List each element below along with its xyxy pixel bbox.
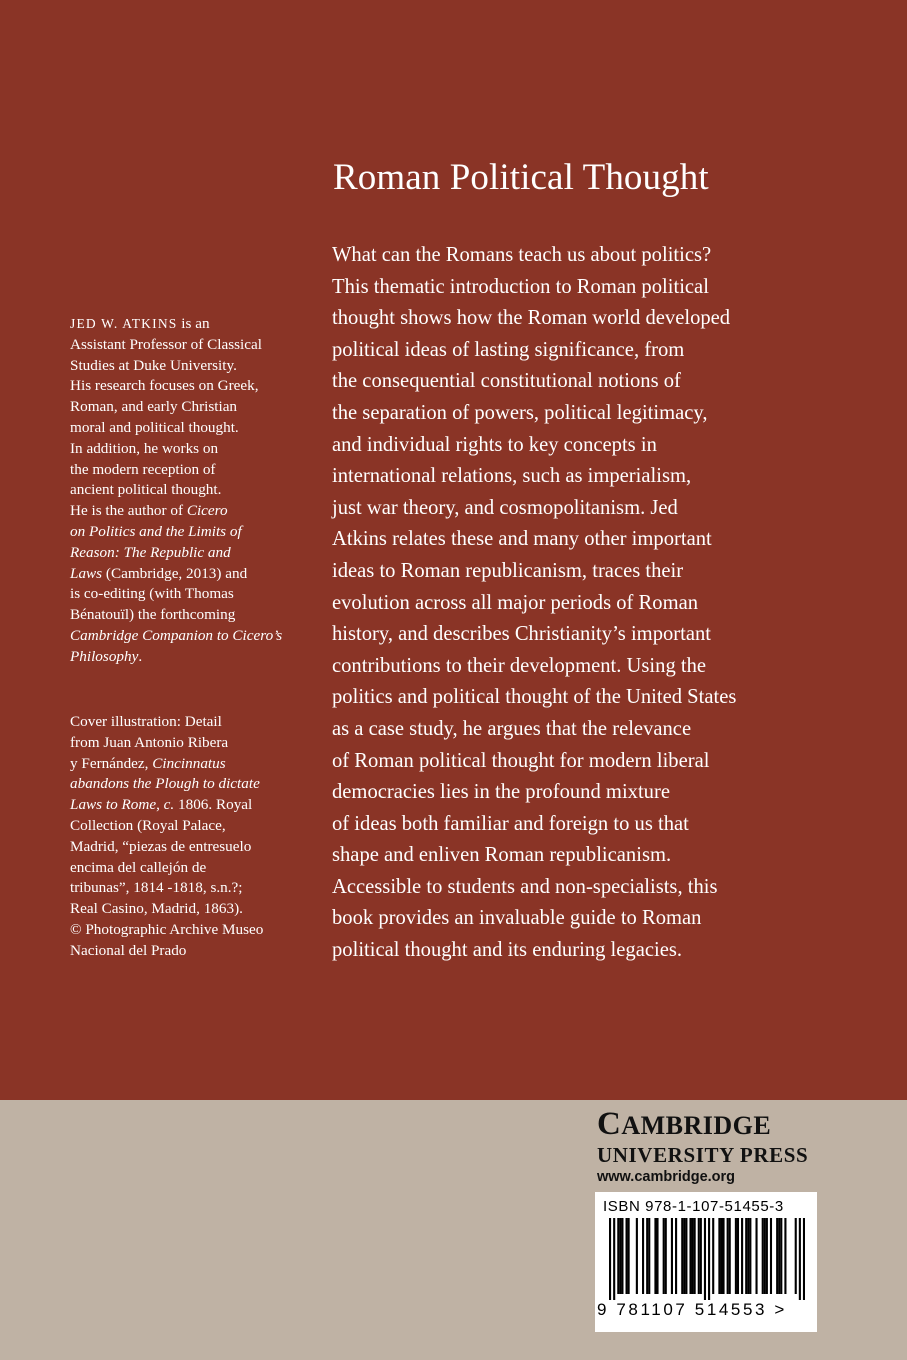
barcode-bar [694,1218,696,1294]
barcode-bar [689,1218,691,1294]
credit-line: from Juan Antonio Ribera [70,733,229,751]
artwork-title: Laws to Rome [70,796,157,814]
blurb-line: just war theory, and cosmopolitanism. Jed [332,496,678,519]
blurb-line: Atkins relates these and many other important [332,528,712,551]
barcode-digits: 9 781107 514553 > [597,1300,787,1319]
barcode-bar [795,1218,797,1294]
barcode-bar [784,1218,786,1294]
barcode-bar [766,1218,768,1294]
credit-line: Real Casino, Madrid, 1863). [70,900,243,918]
barcode-bar [698,1218,700,1294]
blurb-line: the consequential constitutional notions of [332,370,681,393]
book-title: Roman Political Thought [333,157,709,198]
publisher-imprint [597,1106,837,1188]
barcode-bar [749,1218,751,1294]
barcode-bar [735,1218,737,1294]
barcode-bar [656,1218,658,1294]
barcode-bar [621,1218,623,1294]
blurb-line: and individual rights to key concepts in [332,433,657,456]
bio-line: Bénatouïl) the forthcoming [70,606,236,624]
bio-book-title: on Politics and the Limits of [70,522,242,540]
barcode-bar [803,1218,805,1300]
blurb-line: shape and enliven Roman republicanism. [332,844,672,867]
barcode-bar [720,1218,722,1294]
barcode-bar [648,1218,650,1294]
bio-book-title: Laws [70,564,103,582]
credit-line: y Fernández, [70,754,153,772]
credit-line: 1806. Royal [174,796,253,814]
isbn-barcode [595,1192,817,1332]
credit-line: encima del callejón de [70,858,207,876]
barcode-bar [636,1218,638,1294]
bio-line: moral and political thought. [70,418,239,436]
barcode-bar [642,1218,644,1294]
barcode-bar [762,1218,764,1294]
barcode-bar [663,1218,665,1294]
bio-line: In addition, he works on [70,439,219,457]
credit-line: Collection (Royal Palace, [70,816,226,834]
blurb-line: international relations, such as imperialism, [332,465,692,488]
barcode-bar [646,1218,648,1294]
barcode-bar [747,1218,749,1294]
bio-line: Assistant Professor of Classical [70,335,262,353]
barcode-bar [741,1218,743,1294]
artwork-title: abandons the Plough to dictate [70,775,260,793]
barcode-bar [613,1218,615,1300]
barcode-bar [708,1218,710,1300]
barcode-bar [628,1218,630,1294]
bio-book-title: Cicero [186,502,228,520]
bio-line: His research focuses on Greek, [70,377,259,395]
cover-illustration-credit [70,712,310,962]
credit-line: Nacional del Prado [70,941,187,959]
bio-line: (Cambridge, 2013) and [102,564,248,582]
barcode-bar [718,1218,720,1294]
bio-line: Studies at Duke University. [70,356,237,374]
publisher-logo [597,1106,837,1144]
barcode-bar [780,1218,782,1294]
blurb-line: democracies lies in the profound mixture [332,781,670,804]
barcode-bar [778,1218,780,1294]
bio-book-title: Philosophy [70,647,139,665]
blurb-line: of ideas both familiar and foreign to us that [332,812,689,835]
barcode-bar [799,1218,801,1300]
barcode-bar [681,1218,683,1294]
blurb-line: political ideas of lasting significance, from [332,338,685,361]
bio-line: Roman, and early Christian [70,398,238,416]
blurb-line: of Roman political thought for modern liberal [332,749,710,772]
book-blurb [332,240,802,967]
credit-line: Madrid, “piezas de entresuelo [70,837,252,855]
barcode-bar [626,1218,628,1294]
isbn-number: ISBN 978-1-107-51455-3 [603,1198,784,1215]
barcode-bar [764,1218,766,1294]
blurb-line: as a case study, he argues that the relevance [332,717,692,740]
blurb-line: history, and describes Christianity’s important [332,623,712,646]
barcode-bar [770,1218,772,1294]
barcode-bar [692,1218,694,1294]
blurb-line: thought shows how the Roman world developed [332,307,731,330]
bio-line: is an [181,315,210,332]
barcode-bar [675,1218,677,1294]
barcode-bars [609,1218,805,1300]
barcode-bar [609,1218,611,1300]
bio-line: is co-editing (with Thomas [70,585,234,603]
artwork-title: Cincinnatus [152,754,226,772]
barcode-bar [722,1218,724,1294]
barcode-bar [665,1218,667,1294]
bio-line: He is the author of [70,502,187,520]
credit-line: Cover illustration: Detail [70,713,222,730]
blurb-line: book provides an invaluable guide to Roman [332,907,702,930]
barcode-bar [737,1218,739,1294]
blurb-line: This thematic introduction to Roman political [332,275,709,298]
bio-book-title: Cambridge Companion to Cicero’s [70,626,283,644]
credit-line: © Photographic Archive Museo [70,920,264,938]
barcode-bar [729,1218,731,1294]
barcode-bar [654,1218,656,1294]
blurb-line: Accessible to students and non-specialists, this [332,875,718,898]
bio-line: ancient political thought. [70,481,222,499]
barcode-bar [619,1218,621,1294]
bio-book-title: Reason: The Republic and [70,543,231,561]
barcode-bar [776,1218,778,1294]
blurb-line: contributions to their development. Using the [332,654,707,677]
credit-circa: c. [163,796,175,814]
publisher-name-initial: C [597,1106,622,1142]
blurb-line: What can the Romans teach us about politics? [332,244,712,266]
blurb-line: ideas to Roman republicanism, traces their [332,559,684,582]
author-name: JED W. ATKINS [70,316,178,331]
blurb-line: politics and political thought of the United States [332,686,737,709]
barcode-bar [617,1218,619,1294]
publisher-press: UNIVERSITY PRESS [597,1143,809,1167]
barcode-bar [704,1218,706,1300]
bio-line: the modern reception of [70,460,216,478]
barcode-bar [685,1218,687,1294]
bio-line: . [138,647,143,665]
author-bio [70,314,310,668]
blurb-line: political thought and its enduring legacies. [332,939,683,962]
barcode-bar [683,1218,685,1294]
barcode-bar [671,1218,673,1294]
barcode-bar [755,1218,757,1294]
publisher-name-rest: AMBRIDGE [621,1111,772,1140]
barcode-bar [700,1218,702,1294]
publisher-url[interactable]: www.cambridge.org [597,1169,736,1185]
barcode-bar [745,1218,747,1294]
blurb-line: the separation of powers, political legitimacy, [332,401,708,424]
blurb-line: evolution across all major periods of Roman [332,591,699,614]
barcode-bar [712,1218,714,1294]
credit-line: , [156,796,164,814]
barcode-bar [727,1218,729,1294]
credit-line: tribunas”, 1814 -1818, s.n.?; [70,879,243,897]
